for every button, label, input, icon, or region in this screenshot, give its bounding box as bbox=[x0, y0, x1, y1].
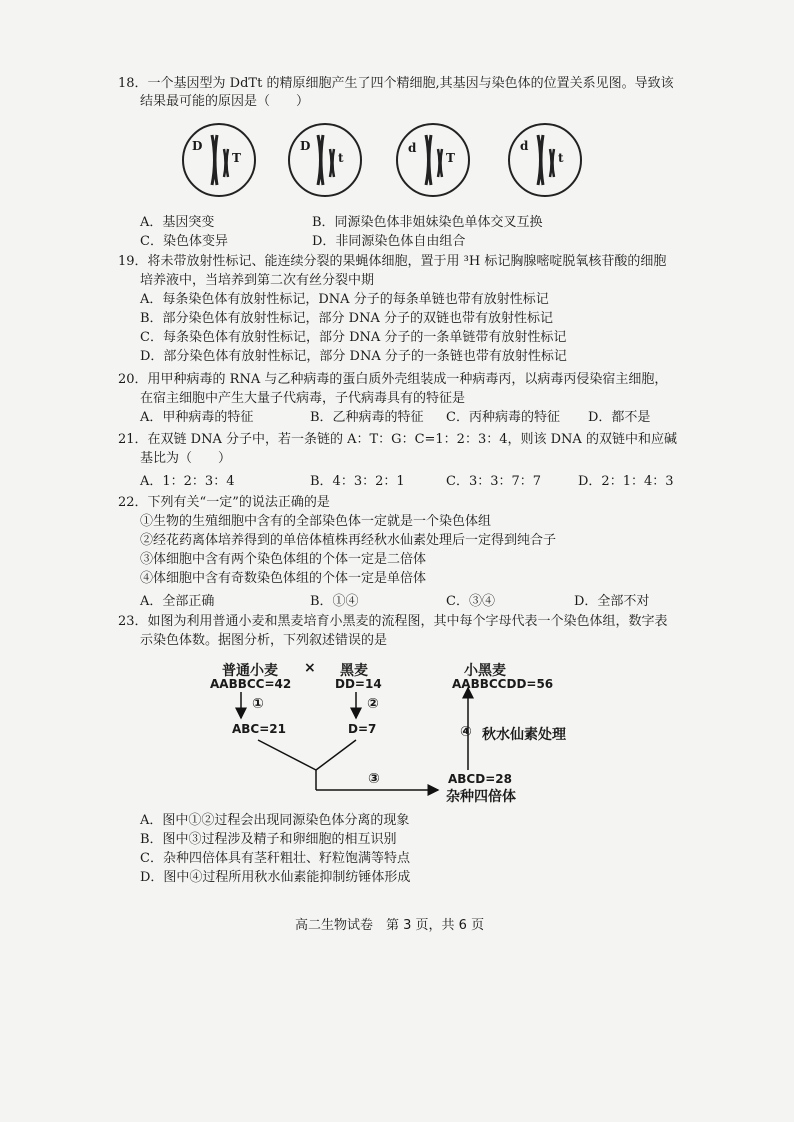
q22-statement-1: ①生物的生殖细胞中含有的全部染色体一定就是一个染色体组 bbox=[140, 514, 492, 529]
q22-option-d: D．全部不对 bbox=[574, 594, 650, 609]
q19-option-d: D．部分染色体有放射性标记，部分 DNA 分子的一条链也带有放射性标记 bbox=[140, 349, 567, 364]
q18-option-c: C．染色体变异 bbox=[140, 234, 228, 249]
q22-stem: 22．下列有关“一定”的说法正确的是 bbox=[118, 495, 330, 510]
page-footer: 高二生物试卷 第 3 页，共 6 页 bbox=[295, 918, 485, 933]
q19-option-c: C．每条染色体有放射性标记，部分 DNA 分子的一条单链带有放射性标记 bbox=[140, 330, 567, 345]
q18-option-a: A．基因突变 bbox=[140, 215, 215, 230]
wheat-gamete: ABC=21 bbox=[232, 722, 286, 736]
rye-genome: DD=14 bbox=[335, 677, 382, 691]
hybrid-label: 杂种四倍体 bbox=[446, 789, 516, 805]
q23-stem-line2: 示染色体数。据图分析，下列叙述错误的是 bbox=[140, 633, 388, 648]
q19-stem-line2: 培养液中，当培养到第二次有丝分裂中期 bbox=[140, 273, 375, 288]
q23-option-d: D．图中④过程所用秋水仙素能抑制纺锤体形成 bbox=[140, 870, 411, 885]
q19-option-b: B．部分染色体有放射性标记，部分 DNA 分子的双链也带有放射性标记 bbox=[140, 311, 554, 326]
gene-label-left: d bbox=[408, 141, 417, 155]
q20-stem-line2: 在宿主细胞中产生大量子代病毒，子代病毒具有的特征是 bbox=[140, 391, 466, 406]
q21-option-a: A．1：2：3：4 bbox=[140, 474, 235, 489]
gene-label-right: t bbox=[338, 151, 344, 165]
gene-label-left: D bbox=[300, 139, 311, 153]
step-1-marker: ① bbox=[252, 696, 264, 712]
q22-statement-4: ④体细胞中含有奇数染色体组的个体一定是单倍体 bbox=[140, 571, 427, 586]
q19-stem-line1: 19．将未带放射性标记、能连续分裂的果蝇体细胞，置于用 ³H 标记胸腺嘧啶脱氧核苷酸的细胞 bbox=[118, 254, 667, 269]
q20-option-b: B．乙种病毒的特征 bbox=[310, 410, 424, 425]
q20-option-c: C．丙种病毒的特征 bbox=[446, 410, 560, 425]
colchicine-label: 秋水仙素处理 bbox=[482, 727, 566, 743]
gene-label-left: D bbox=[192, 139, 203, 153]
wheat-genome: AABBCC=42 bbox=[210, 677, 292, 691]
wheat-label: 普通小麦 bbox=[222, 663, 278, 679]
triticale-label: 小黑麦 bbox=[464, 663, 506, 679]
triticale-genome: AABBCCDD=56 bbox=[452, 677, 554, 691]
q20-stem-line1: 20．用甲种病毒的 RNA 与乙种病毒的蛋白质外壳组装成一种病毒丙，以病毒丙侵染宿主细胞， bbox=[118, 372, 668, 387]
q22-option-b: B．①④ bbox=[310, 594, 359, 609]
gene-label-left: d bbox=[520, 139, 529, 153]
gene-label-right: t bbox=[558, 151, 564, 165]
q20-option-d: D．都不是 bbox=[588, 410, 651, 425]
q18-stem-line2: 结果最可能的原因是（ ） bbox=[140, 94, 310, 109]
q18-option-d: D．非同源染色体自由组合 bbox=[312, 234, 466, 249]
rye-gamete: D=7 bbox=[348, 722, 377, 736]
q21-option-c: C．3：3：7：7 bbox=[446, 474, 542, 489]
q21-stem-line2: 基比为（ ） bbox=[140, 451, 232, 466]
q22-option-a: A．全部正确 bbox=[140, 594, 215, 609]
q21-option-b: B．4：3：2：1 bbox=[310, 474, 405, 489]
cross-symbol: × bbox=[304, 660, 316, 676]
q19-option-a: A．每条染色体有放射性标记，DNA 分子的每条单链也带有放射性标记 bbox=[140, 292, 549, 307]
step-4-marker: ④ bbox=[460, 724, 472, 740]
q20-option-a: A．甲种病毒的特征 bbox=[140, 410, 254, 425]
hybrid-genome: ABCD=28 bbox=[448, 772, 512, 786]
q21-option-d: D．2：1：4：3 bbox=[578, 474, 674, 489]
step-2-marker: ② bbox=[367, 696, 379, 712]
rye-label: 黑麦 bbox=[340, 663, 368, 679]
q23-stem-line1: 23．如图为利用普通小麦和黑麦培育小黑麦的流程图，其中每个字母代表一个染色体组，数字表 bbox=[118, 614, 668, 629]
q23-option-a: A．图中①②过程会出现同源染色体分离的现象 bbox=[140, 813, 410, 828]
q23-option-b: B．图中③过程涉及精子和卵细胞的相互识别 bbox=[140, 832, 397, 847]
q22-option-c: C．③④ bbox=[446, 594, 495, 609]
q22-statement-3: ③体细胞中含有两个染色体组的个体一定是二倍体 bbox=[140, 552, 427, 567]
q18-stem-line1: 18．一个基因型为 DdTt 的精原细胞产生了四个精细胞,其基因与染色体的位置关系见图。导致该 bbox=[118, 76, 674, 91]
gene-label-right: T bbox=[232, 151, 241, 165]
q22-statement-2: ②经花药离体培养得到的单倍体植株再经秋水仙素处理后一定得到纯合子 bbox=[140, 533, 557, 548]
gene-label-right: T bbox=[446, 151, 455, 165]
q23-option-c: C．杂种四倍体具有茎秆粗壮、籽粒饱满等特点 bbox=[140, 851, 410, 866]
step-3-marker: ③ bbox=[368, 771, 380, 787]
q18-option-b: B．同源染色体非姐妹染色单体交叉互换 bbox=[312, 215, 543, 230]
q21-stem-line1: 21．在双链 DNA 分子中，若一条链的 A：T：G：C=1：2：3：4，则该 DNA 的双链中和应碱 bbox=[118, 432, 677, 447]
